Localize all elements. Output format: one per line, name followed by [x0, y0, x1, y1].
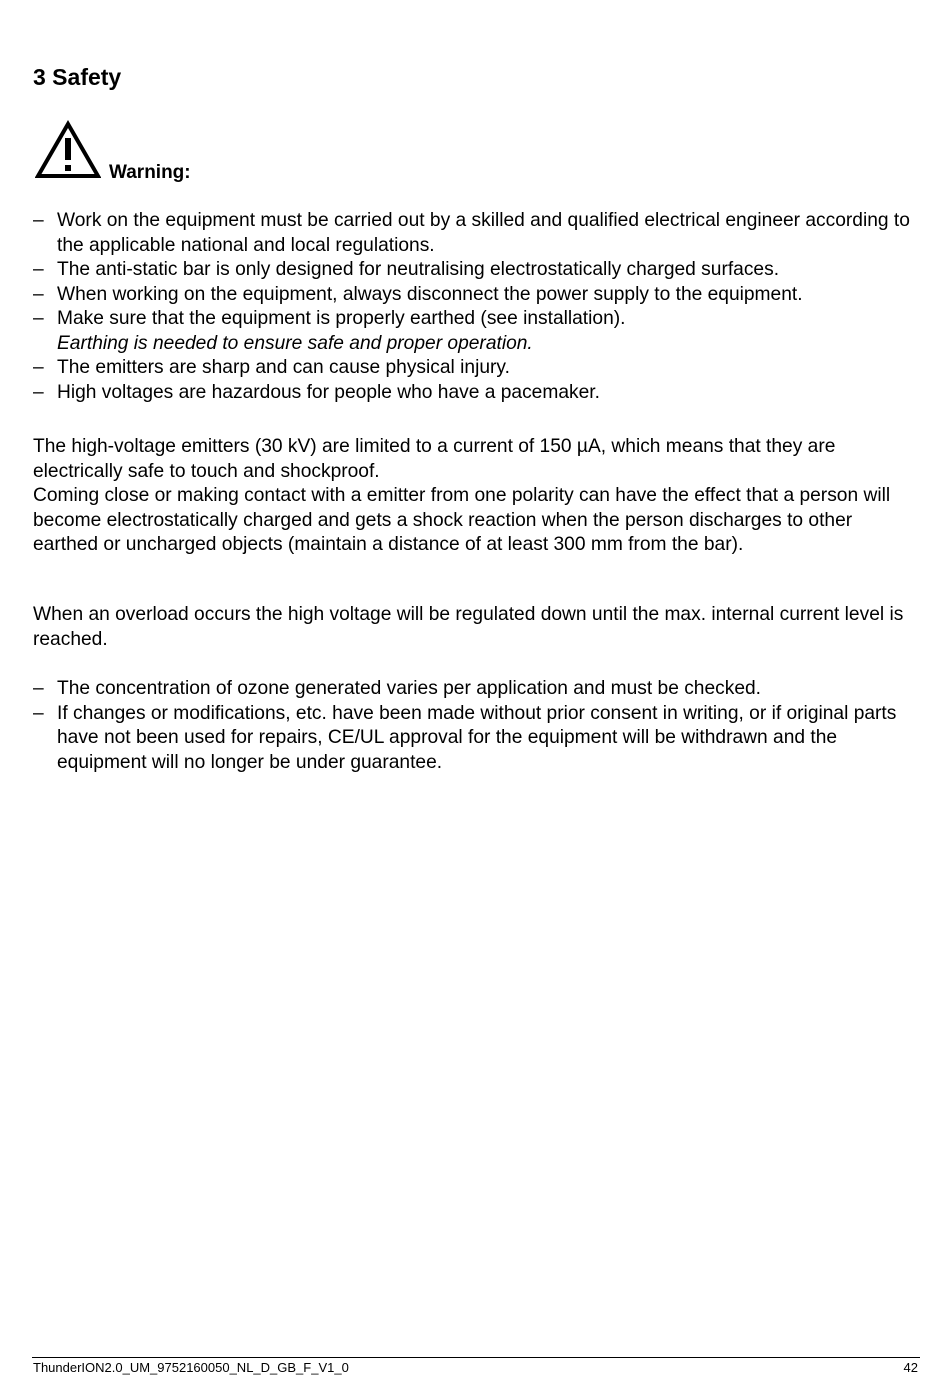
- list-item-text: When working on the equipment, always disconnect the power supply to the equipment.: [57, 283, 803, 305]
- list-dash: –: [33, 678, 44, 699]
- paragraph-overload: When an overload occurs the high voltage will be regulated down until the max. internal current level is reached.: [33, 604, 904, 650]
- earthing-note: Earthing is needed to ensure safe and proper operation.: [57, 332, 533, 354]
- warning-block: [35, 120, 435, 184]
- paragraph-polarity-contact: Coming close or making contact with a emitter from one polarity can have the effect that a person will become electrostatically charged and gets a shock reaction when the person discharges to other earthed or uncharged objects (maintain a distance of at least 300 mm from the bar).: [33, 485, 891, 555]
- list-dash: –: [33, 308, 44, 329]
- safety-list: [33, 209, 923, 405]
- list-item-text: Work on the equipment must be carried out by a skilled and qualified electrical engineer according to the applicable national and local regulations.: [57, 210, 910, 256]
- list-item-text: The emitters are sharp and can cause physical injury.: [57, 357, 510, 378]
- list-item: [33, 356, 923, 381]
- list-dash: –: [33, 357, 44, 378]
- footer-page-number: 42: [903, 1360, 918, 1375]
- list-item: [33, 702, 923, 776]
- list-dash: –: [33, 259, 44, 280]
- list-item: [33, 283, 923, 308]
- list-item: [33, 258, 923, 283]
- footer-divider: [32, 1357, 920, 1358]
- warning-triangle-icon: [35, 120, 101, 180]
- list-item-text: Make sure that the equipment is properly earthed (see installation).: [57, 308, 626, 329]
- list-dash: –: [33, 381, 44, 403]
- list-item-text: If changes or modifications, etc. have been made without prior consent in writing, or if original parts have not been used for repairs, CE/UL approval for the equipment will be withdrawn and the equipment will no longer be under guarantee.: [57, 702, 897, 773]
- list-item: [33, 209, 923, 258]
- list-item-text: High voltages are hazardous for people who have a pacemaker.: [57, 381, 600, 403]
- list-item: [33, 381, 923, 406]
- list-dash: –: [33, 283, 44, 305]
- paragraph-emitters-current: The high-voltage emitters (30 kV) are limited to a current of 150 µA, which means that they are electrically safe to touch and shockproof.: [33, 436, 836, 482]
- list-item-text: The concentration of ozone generated varies per application and must be checked.: [57, 678, 761, 699]
- list-dash: –: [33, 210, 44, 231]
- section-heading: 3 Safety: [33, 64, 122, 90]
- footer-document-id: ThunderION2.0_UM_9752160050_NL_D_GB_F_V1_0: [33, 1360, 349, 1375]
- warning-label: Warning:: [109, 162, 191, 183]
- list-item: [33, 307, 923, 356]
- list-dash: –: [33, 702, 44, 724]
- safety-list-secondary: [33, 677, 923, 775]
- list-item-text: The anti-static bar is only designed for neutralising electrostatically charged surfaces.: [57, 259, 780, 280]
- list-item: [33, 677, 923, 702]
